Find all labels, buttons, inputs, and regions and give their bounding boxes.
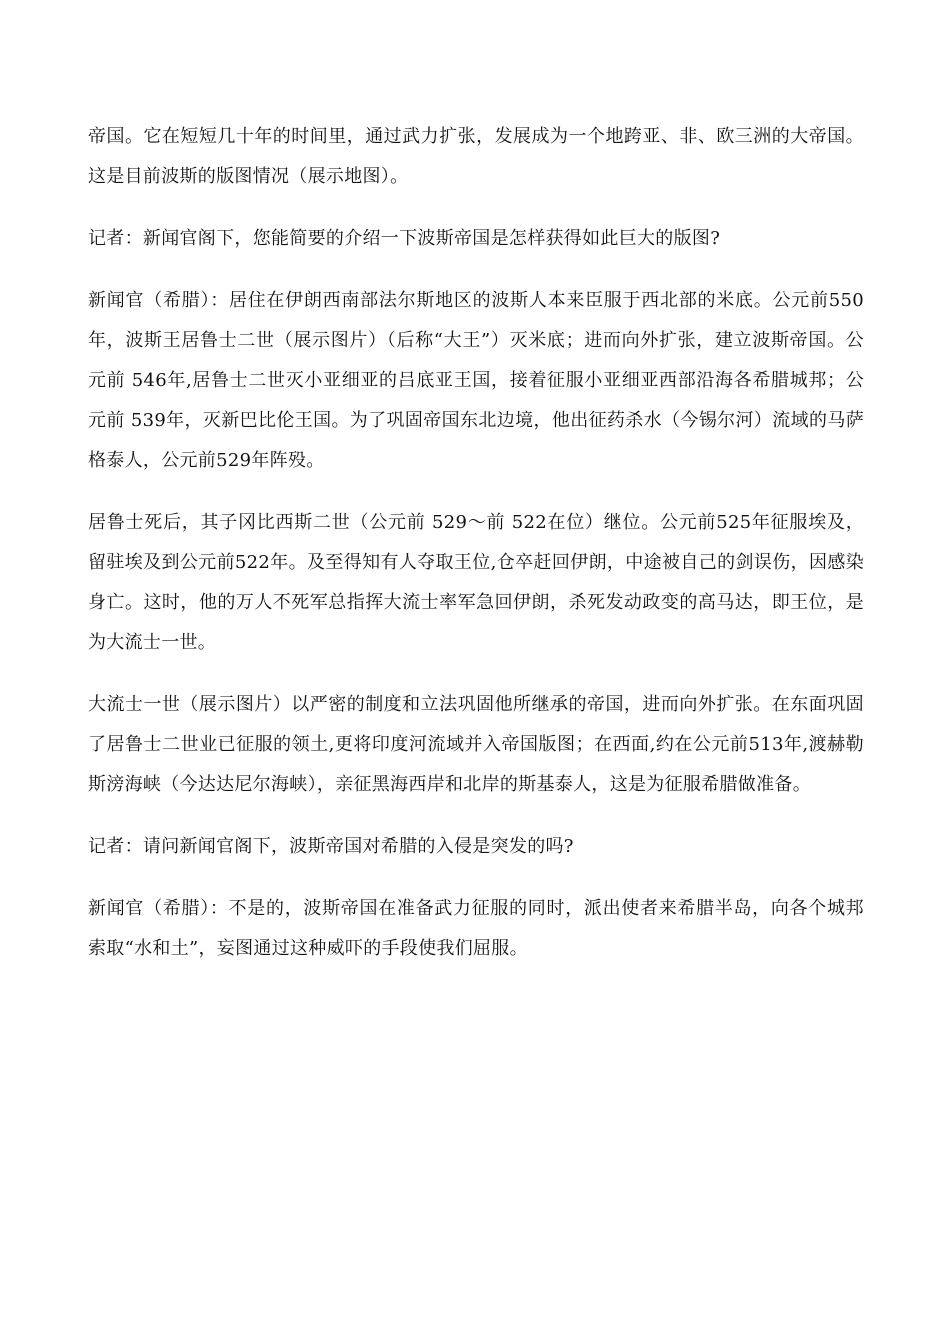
paragraph-cambyses: 居鲁士死后，其子冈比西斯二世（公元前 529～前 522在位）继位。公元前525年征服埃及，留驻埃及到公元前522年。及至得知有人夺取王位,仓卒赶回伊朗，中途被自己的剑误伤，因感染身亡。这时，他的万人不死军总指挥大流士率军急回伊朗，杀死发动政变的高马达，即王位，是为大流士一世。 xyxy=(88,512,864,653)
paragraph-reporter-question-2: 记者：请问新闻官阁下，波斯帝国对希腊的入侵是突发的吗? xyxy=(88,836,574,857)
paragraph-officer-answer-water-earth: 新闻官（希腊）：不是的，波斯帝国在准备武力征服的同时，派出使者来希腊半岛，向各个城邦索取“水和土”，妄图通过这种威吓的手段使我们屈服。 xyxy=(88,898,864,959)
paragraph-reporter-question-1: 记者：新闻官阁下，您能简要的介绍一下波斯帝国是怎样获得如此巨大的版图? xyxy=(88,228,721,249)
paragraph-empire-expansion: 帝国。它在短短几十年的时间里，通过武力扩张，发展成为一个地跨亚、非、欧三洲的大帝国。这是目前波斯的版图情况（展示地图）。 xyxy=(88,126,864,187)
paragraph-officer-answer-cyrus: 新闻官（希腊）：居住在伊朗西南部法尔斯地区的波斯人本来臣服于西北部的米底。公元前550年，波斯王居鲁士二世（展示图片）（后称“大王”）灭米底；进而向外扩张，建立波斯帝国。公元前 546年,居鲁士二世灭小亚细亚的吕底亚王国，接着征服小亚细亚西部沿海各希腊城邦；公元前 539年，灭新巴比伦王国。为了巩固帝国东北边境，他出征药杀水（今锡尔河）流域的马萨格泰人，公元前529年阵殁。 xyxy=(88,290,864,471)
paragraph-darius: 大流士一世（展示图片）以严密的制度和立法巩固他所继承的帝国，进而向外扩张。在东面巩固了居鲁士二世业已征服的领土,更将印度河流域并入帝国版图；在西面,约在公元前513年,渡赫勒斯滂海峡（今达达尼尔海峡），亲征黑海西岸和北岸的斯基泰人，这是为征服希腊做准备。 xyxy=(88,694,864,795)
document-body xyxy=(88,117,864,991)
